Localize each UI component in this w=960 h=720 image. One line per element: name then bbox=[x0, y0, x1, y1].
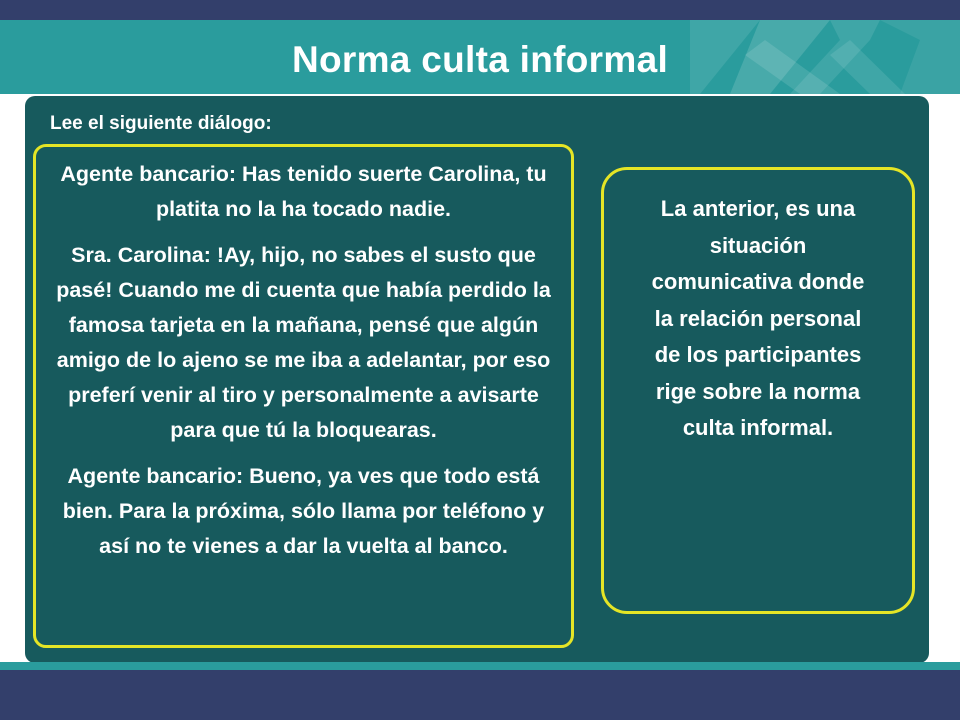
top-band bbox=[0, 0, 960, 20]
dialogue-box bbox=[33, 144, 574, 648]
note-box bbox=[601, 167, 915, 614]
dialogue-line: Agente bancario: Has tenido suerte Carolina, tu platita no la ha tocado nadie. bbox=[60, 162, 547, 221]
note-text: La anterior, es una situación comunicativa donde la relación personal de los participantes rige sobre la norma culta informal. bbox=[651, 196, 865, 440]
dialogue-line: Agente bancario: Bueno, ya ves que todo está bien. Para la próxima, sólo llama por teléfono y así no te vienes a dar la vuelta al banco. bbox=[62, 464, 545, 558]
intro-text: Lee el siguiente diálogo: bbox=[50, 113, 272, 134]
page-title: Norma culta informal bbox=[291, 39, 669, 80]
bottom-stripe bbox=[0, 662, 960, 670]
bottom-band bbox=[0, 670, 960, 720]
dialogue-line: Sra. Carolina: !Ay, hijo, no sabes el susto que pasé! Cuando me di cuenta que había perdido la famosa tarjeta en la mañana, pensé que algún amigo de lo ajeno se me iba a adelantar, por eso preferí venir al tiro y personalmente a avisarte para que tú la bloquearas. bbox=[56, 243, 551, 442]
